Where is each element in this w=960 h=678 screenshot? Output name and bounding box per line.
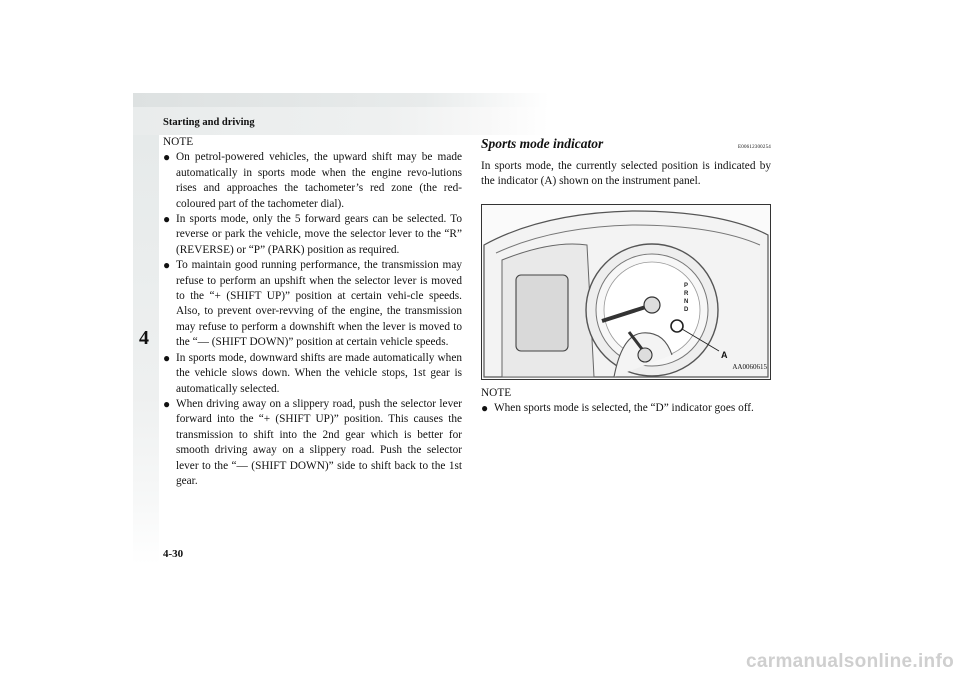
note-bullet-list (163, 150, 462, 489)
note-bullet-item: ● In sports mode, downward shifts are made automatically when the vehicle slows down. When the vehicle stops, 1st gear is automatically selected. (163, 350, 462, 395)
chapter-side-strip (133, 135, 159, 565)
gear-letter-p: P (684, 282, 689, 289)
site-watermark: carmanualsonline.info (746, 651, 954, 672)
note-bullet-list (481, 401, 771, 416)
subsection-title: Sports mode indicator (481, 136, 604, 151)
bullet-icon: ● (163, 150, 171, 165)
reference-code: E00612300254 (738, 145, 771, 150)
instrument-panel-figure (481, 204, 771, 380)
note-bullet-item: ● When sports mode is selected, the “D” indicator goes off. (481, 401, 754, 416)
right-column (481, 135, 771, 417)
bullet-icon: ● (163, 396, 171, 411)
subsection-heading (481, 135, 771, 157)
note-bullet-item: ● In sports mode, only the 5 forward gears can be selected. To reverse or park the vehicle, move the selector lever to the “R” (REVERSE) or “P” (PARK) position as required. (163, 212, 462, 256)
note-label: NOTE (163, 136, 194, 148)
callout-label-a: A (721, 349, 728, 360)
note-bullet-item: ● On petrol-powered vehicles, the upward shift may be made automatically in sports mode when the engine revo-lutions rises and approaches the tachometer’s red zone (the red-coloured part of the tachometer dial). (163, 150, 462, 210)
section-title: Starting and driving (163, 117, 255, 128)
gear-letter-n: N (684, 298, 689, 305)
gear-letter-d: D (684, 306, 689, 313)
description-paragraph: In sports mode, the currently selected position is indicated by the indicator (A) shown on the instrument panel. (481, 160, 771, 188)
gear-letter-r: R (684, 290, 689, 297)
bullet-icon: ● (163, 258, 171, 273)
note-bullet-item: ● To maintain good running performance, the transmission may refuse to perform an upshift when the selector lever is moved to the “+ (SHIFT UP)” position at certain vehi-cle speeds. Also, to prevent over-revving of the engine, the transmission may refuse to perform a downshift when the lever is moved to the “— (SHIFT DOWN)” position at certain vehicle speeds. (163, 258, 462, 349)
chapter-number: 4 (139, 327, 149, 349)
page-number: 4-30 (163, 548, 184, 560)
note-label: NOTE (481, 386, 512, 399)
instrument-panel-illustration (482, 205, 770, 379)
header-band-shade (133, 93, 549, 107)
figure-id: AA0060615 (732, 363, 767, 372)
left-column (163, 135, 462, 489)
note-bullet-item: ● When driving away on a slippery road, push the selector lever forward into the “+ (SHIFT UP)” position. This causes the transmission to shift into the 2nd gear which is better for smooth driving away on a slippery road. Push the selector lever to the “— (SHIFT DOWN)” side to shift back to the 1st gear. (163, 396, 462, 487)
bullet-icon: ● (481, 401, 489, 416)
bullet-icon: ● (163, 212, 171, 227)
right-note (481, 386, 771, 417)
bullet-icon: ● (163, 350, 171, 365)
